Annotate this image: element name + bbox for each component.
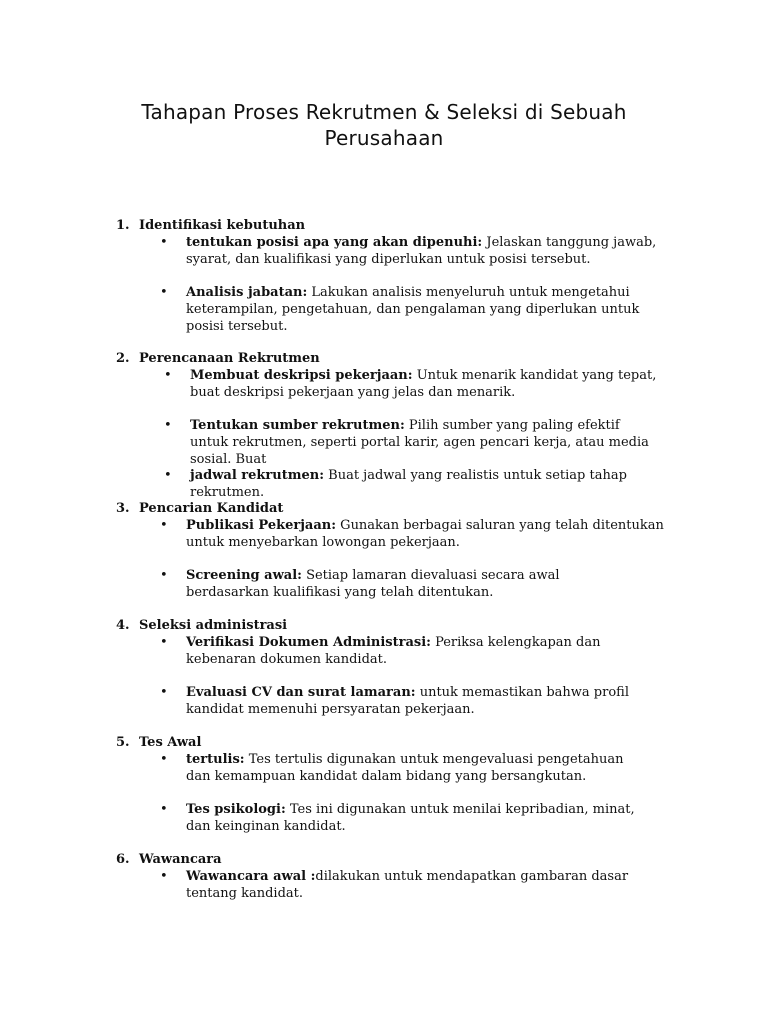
bullet-icon: •: [164, 418, 172, 433]
section-number: 1.: [116, 218, 130, 233]
item-text: Setiap lamaran dievaluasi secara awal berdasarkan kualifikasi yang telah ditentukan.: [186, 568, 560, 600]
item-term: Verifikasi Dokumen Administrasi:: [186, 635, 431, 650]
item-text: Tes ini digunakan untuk menilai kepribadian, minat, dan keinginan kandidat.: [186, 802, 635, 834]
bullet-icon: •: [160, 518, 168, 533]
item-term: Analisis jabatan:: [186, 285, 308, 300]
bullet-icon: •: [160, 285, 168, 300]
section-heading: [116, 617, 287, 634]
item-term: Tentukan sumber rekrutmen:: [190, 418, 405, 433]
list-item: [164, 367, 658, 401]
bullet-icon: •: [164, 368, 172, 383]
section-number: 4.: [116, 618, 130, 633]
bullet-icon: •: [160, 752, 168, 767]
bullet-icon: •: [160, 869, 168, 884]
item-term: tertulis:: [186, 752, 245, 767]
item-text: Lakukan analisis menyeluruh untuk mengetahui keterampilan, pengetahuan, dan pengalaman yang diperlukan untuk posisi tersebut.: [186, 285, 640, 334]
list-item: [160, 868, 666, 902]
list-item: [160, 801, 646, 835]
item-text: dilakukan untuk mendapatkan gambaran dasar tentang kandidat.: [186, 869, 629, 901]
item-text: Periksa kelengkapan dan kebenaran dokumen kandidat.: [186, 635, 601, 667]
item-term: jadwal rekrutmen:: [190, 468, 325, 483]
bullet-icon: •: [160, 568, 168, 583]
item-term: Evaluasi CV dan surat lamaran:: [186, 685, 416, 700]
section-number: 3.: [116, 501, 130, 516]
section-heading-text: Seleksi administrasi: [139, 618, 288, 633]
section-number: 5.: [116, 735, 130, 750]
item-term: Publikasi Pekerjaan:: [186, 518, 337, 533]
section-heading-text: Perencanaan Rekrutmen: [139, 351, 320, 366]
item-text: Tes tertulis digunakan untuk mengevaluasi pengetahuan dan kemampuan kandidat dalam bidang yang bersangkutan.: [186, 752, 624, 784]
list-item: [160, 634, 646, 668]
item-term: Membuat deskripsi pekerjaan:: [190, 368, 413, 383]
section-heading-text: Wawancara: [139, 852, 222, 867]
item-text: Gunakan berbagai saluran yang telah ditentukan untuk menyebarkan lowongan pekerjaan.: [186, 518, 664, 550]
item-text: Untuk menarik kandidat yang tepat, buat deskripsi pekerjaan yang jelas dan menarik.: [190, 368, 657, 400]
item-text: Buat jadwal yang realistis untuk setiap tahap rekrutmen.: [190, 468, 627, 500]
list-item: [160, 517, 676, 551]
item-term: Wawancara awal :: [186, 869, 316, 884]
section-heading-text: Tes Awal: [139, 735, 202, 750]
item-text: Pilih sumber yang paling efektif untuk rekrutmen, seperti portal karir, agen pencari kerja, atau media sosial. Buat: [190, 418, 649, 467]
section-heading-text: Pencarian Kandidat: [139, 501, 284, 516]
section-heading: [116, 217, 305, 234]
list-item: [160, 234, 676, 268]
section-number: 6.: [116, 852, 130, 867]
bullet-icon: •: [160, 635, 168, 650]
bullet-icon: •: [164, 468, 172, 483]
list-item: [160, 751, 631, 785]
section-heading: [116, 350, 320, 367]
bullet-icon: •: [160, 235, 168, 250]
bullet-icon: •: [160, 802, 168, 817]
section-number: 2.: [116, 351, 130, 366]
bullet-icon: •: [160, 685, 168, 700]
list-item: [160, 684, 666, 718]
item-term: Screening awal:: [186, 568, 302, 583]
section-heading: [116, 500, 283, 517]
section-heading: [116, 734, 201, 751]
list-item: [160, 567, 626, 601]
item-term: Tes psikologi:: [186, 802, 286, 817]
section-heading: [116, 851, 222, 868]
item-text: Jelaskan tanggung jawab, syarat, dan kualifikasi yang diperlukan untuk posisi tersebut.: [186, 235, 657, 267]
section-heading-text: Identifikasi kebutuhan: [139, 218, 306, 233]
list-item: [164, 417, 660, 468]
list-item: [160, 284, 656, 335]
list-item: [164, 467, 690, 501]
item-term: tentukan posisi apa yang akan dipenuhi:: [186, 235, 483, 250]
page-title: Tahapan Proses Rekrutmen & Seleksi di Sebuah Perusahaan: [141, 100, 627, 150]
item-text: untuk memastikan bahwa profil kandidat memenuhi persyaratan pekerjaan.: [186, 685, 629, 717]
